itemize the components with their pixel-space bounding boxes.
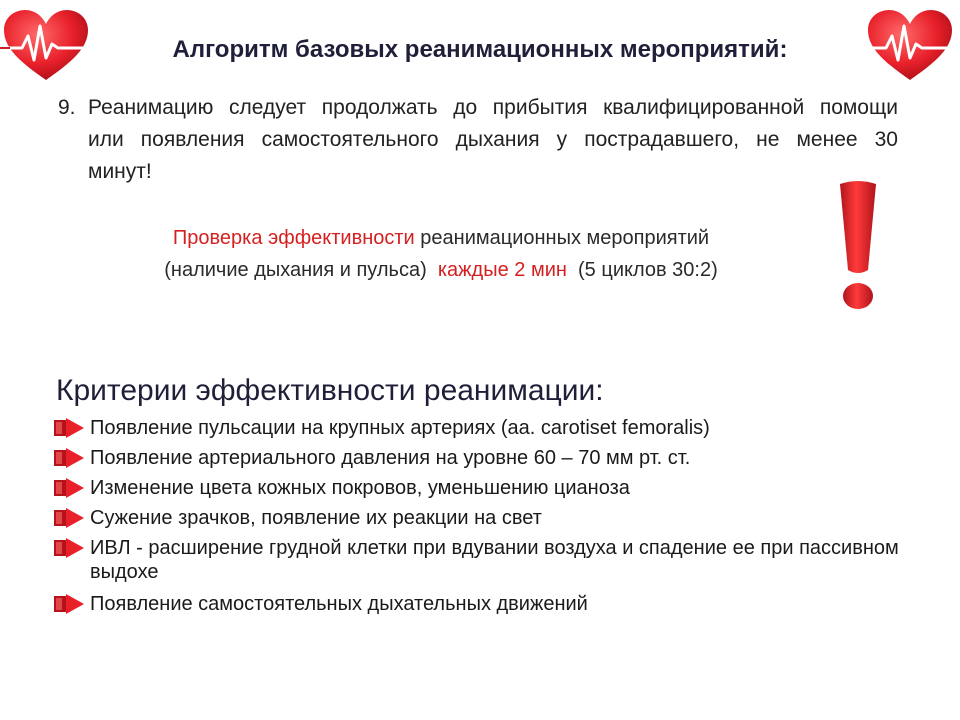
criteria-item: Появление артериального давления на уровне 60 – 70 мм рт. ст.: [52, 446, 912, 470]
item-line-3: минут!: [88, 160, 152, 183]
item-line-2: или появления самостоятельного дыхания у пострадавшего, не менее 30: [88, 128, 898, 151]
check-highlight: Проверка эффективности: [172, 227, 415, 249]
red-arrow-bullet-icon: [52, 476, 88, 500]
interval-highlight: каждые 2 мин: [437, 259, 567, 281]
red-arrow-bullet-icon: [52, 592, 88, 616]
criteria-item: Появление самостоятельных дыхательных движений: [52, 592, 912, 616]
item-line-1: 9. Реанимацию следует продолжать до прибытия квалифицированной помощи: [58, 92, 898, 124]
item-number: 9.: [58, 96, 76, 119]
red-arrow-bullet-icon: [52, 416, 88, 440]
criteria-item: Сужение зрачков, появление их реакции на свет: [52, 506, 912, 530]
check-note: [96, 222, 786, 286]
red-arrow-bullet-icon: [52, 506, 88, 530]
exclamation-icon: [832, 178, 884, 314]
check-line-1: Проверка эффективности реанимационных мероприятий: [172, 227, 710, 249]
check-line-2: (наличие дыхания и пульса) каждые 2 мин (5 циклов 30:2): [164, 259, 718, 281]
item-paragraph: [58, 92, 898, 188]
red-arrow-bullet-icon: [52, 536, 88, 560]
criteria-title: Критерии эффективности реанимации:: [56, 374, 604, 407]
criteria-item: ИВЛ - расширение грудной клетки при вдувании воздуха и спадение ее при пассивном выдохе: [52, 536, 912, 584]
criteria-item: Изменение цвета кожных покровов, уменьшению цианоза: [52, 476, 912, 500]
red-arrow-bullet-icon: [52, 446, 88, 470]
slide-title: Алгоритм базовых реанимационных мероприятий:: [172, 36, 788, 63]
criteria-list: [52, 416, 912, 622]
criteria-item: Появление пульсации на крупных артериях (аа. carotiset femoralis): [52, 416, 912, 440]
